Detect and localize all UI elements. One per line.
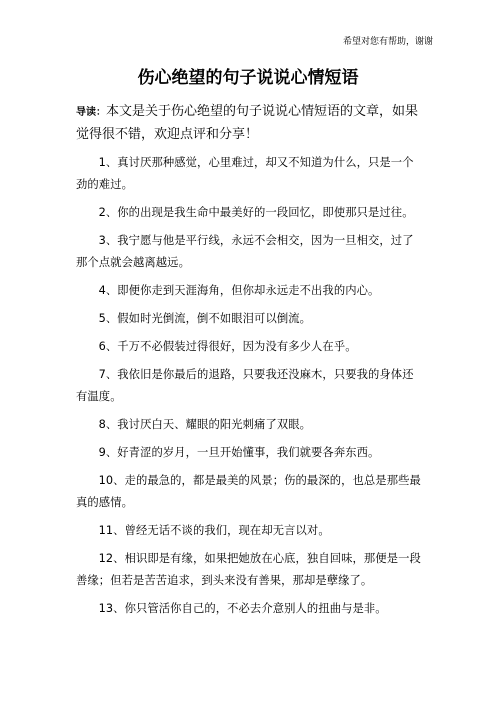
paragraph-11: 11、曾经无话不谈的我们，现在却无言以对。	[98, 524, 330, 537]
paragraph-10: 10、走的最急的，都是最美的风景；伤的最深的，也总是那些最真的感情。	[76, 474, 421, 509]
intro-label: 导读：	[76, 107, 106, 118]
paragraph-8: 8、我讨厌白天、耀眼的阳光刺痛了双眼。	[98, 418, 312, 431]
paragraph-3: 3、我宁愿与他是平行线，永远不会相交，因为一旦相交，过了那个点就会越离越远。	[76, 234, 414, 269]
paragraph-6: 6、千万不必假装过得很好，因为没有多少人在乎。	[98, 340, 357, 353]
page-title: 伤心绝望的句子说说心情短语	[137, 68, 359, 88]
intro-paragraph	[76, 101, 422, 146]
paragraph-1: 1、真讨厌那种感觉，心里难过，却又不知道为什么，只是一个劲的难过。	[76, 156, 414, 191]
paragraph-7: 7、我依旧是你最后的退路，只要我还没麻木，只要我的身体还有温度。	[76, 368, 414, 403]
header-note: 希望对您有帮助，谢谢	[342, 37, 433, 47]
paragraph-5: 5、假如时光倒流，倒不如眼泪可以倒流。	[98, 312, 312, 325]
paragraph-4: 4、即便你走到天涯海角，但你却永远走不出我的内心。	[98, 284, 380, 297]
intro-text: 本文是关于伤心绝望的句子说说心情短语的文章，如果觉得很不错，欢迎点评和分享！	[76, 104, 419, 142]
paragraph-2: 2、你的出现是我生命中最美好的一段回忆，即使那只是过往。	[98, 206, 414, 219]
paragraph-12: 12、相识即是有缘，如果把她放在心底，独自回味，那便是一段善缘；但若是苦苦追求，到头来没有善果，那却是孽缘了。	[76, 552, 421, 587]
document-body	[76, 101, 422, 626]
paragraph-9: 9、好青涩的岁月，一旦开始懂事，我们就要各奔东西。	[98, 446, 380, 459]
paragraph-13: 13、你只管活你自己的，不必去介意别人的扭曲与是非。	[98, 602, 387, 615]
